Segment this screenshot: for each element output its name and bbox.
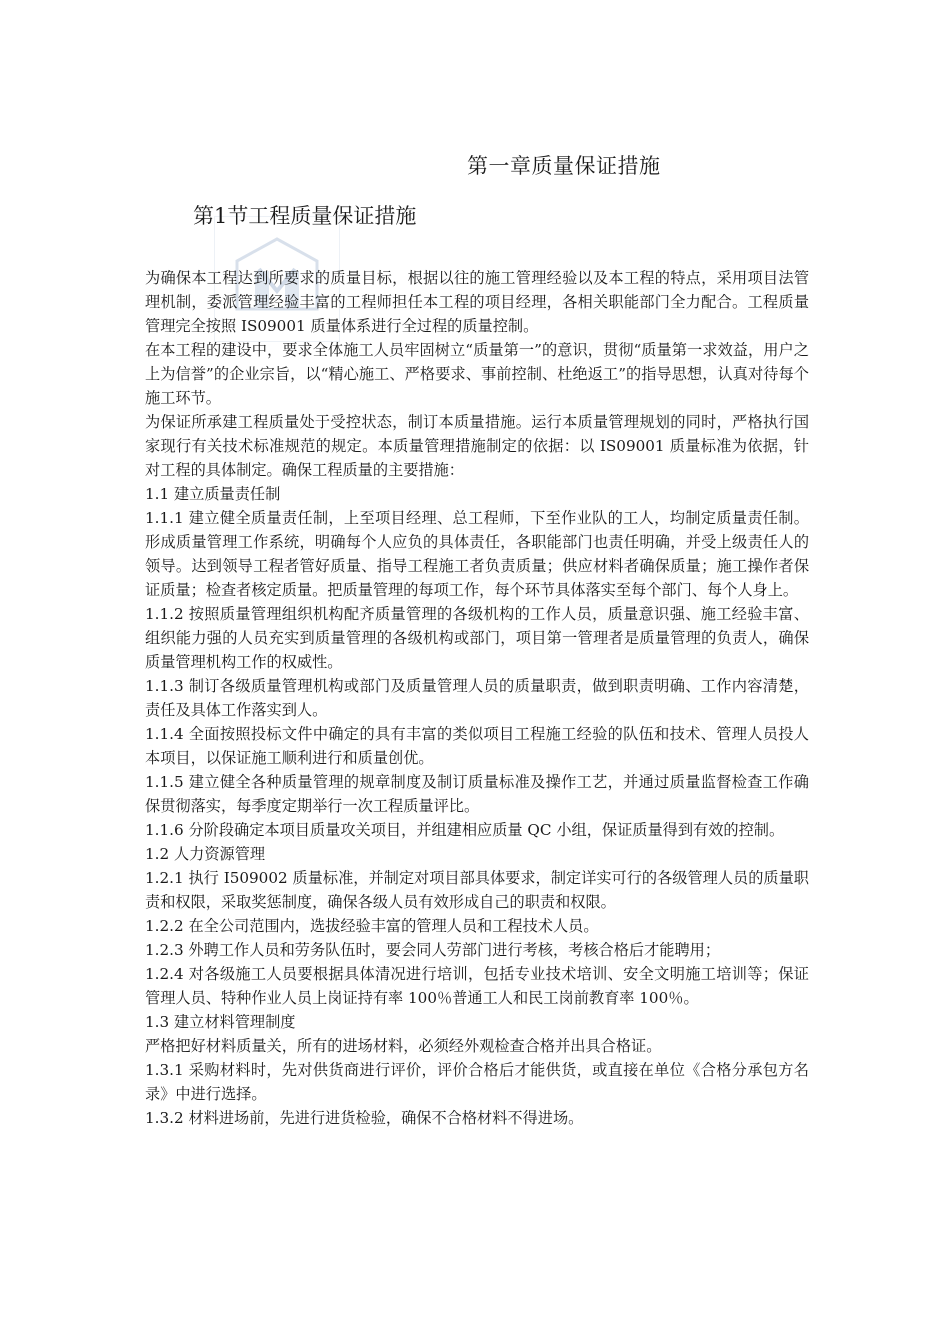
paragraph: 1.2.4 对各级施工人员要根据具体清况进行培训，包括专业技术培训、安全文明施工培训等；保证管理人员、特种作业人员上岗证持有率 100％普通工人和民工岗前教育率 100％。 xyxy=(145,965,809,1007)
paragraph: 1.1.6 分阶段确定本项目质量攻关项目，并组建相应质量 QC 小组，保证质量得到有效的控制。 xyxy=(145,821,785,839)
paragraph: 在本工程的建设中，要求全体施工人员牢固树立“质量第一”的意识，贯彻“质量第一求效益，用户之上为信誉”的企业宗旨，以“精心施工、严格要求、事前控制、杜绝返工”的指导思想，认真对待每个施工环节。 xyxy=(145,341,809,407)
paragraph: 为保证所承建工程质量处于受控状态，制订本质量措施。运行本质量管理规划的同时，严格执行国家现行有关技术标准规范的规定。本质量管理措施制定的依据：以 IS09001 质量标准为依据，针对工程的具体制定。确保工程质量的主要措施： xyxy=(145,413,809,479)
paragraph: 1.2.2 在全公司范围内，选拔经验丰富的管理人员和工程技术人员。 xyxy=(145,917,599,935)
paragraph: 1.1.1 建立健全质量责任制，上至项目经理、总工程师，下至作业队的工人，均制定质量责任制。形成质量管理工作系统，明确每个人应负的具体责任，各职能部门也责任明确，并受上级责任人的领导。达到领导工程者管好质量、指导工程施工者负责质量；供应材料者确保质量；施工操作者保证质量；检查者核定质量。把质量管理的每项工作，每个环节具体落实至每个部门、每个人身上。 xyxy=(145,509,809,599)
paragraph: 1.2.3 外聘工作人员和劳务队伍时，要会同人劳部门进行考核，考核合格后才能聘用； xyxy=(145,941,721,959)
subheading: 1.2 人力资源管理 xyxy=(145,845,266,863)
paragraph: 1.3.1 采购材料时，先对供货商进行评价，评价合格后才能供货，或直接在单位《合格分承包方名录》中进行选择。 xyxy=(145,1061,809,1103)
paragraph: 为确保本工程达到所要求的质量目标，根据以往的施工管理经验以及本工程的特点，采用项目法管理机制，委派管理经验丰富的工程师担任本工程的项目经理，各相关职能部门全力配合。工程质量管理完全按照 IS09001 质量体系进行全过程的质量控制。 xyxy=(145,269,809,335)
paragraph: 1.1.5 建立健全各种质量管理的规章制度及制订质量标准及操作工艺，并通过质量监督检查工作确保贯彻落实，每季度定期举行一次工程质量评比。 xyxy=(145,773,809,815)
paragraph: 1.2.1 执行 I509002 质量标准，并制定对项目部具体要求，制定详实可行的各级管理人员的质量职责和权限，采取奖惩制度，确保各级人员有效形成自己的职责和权限。 xyxy=(145,869,809,911)
paragraph: 1.1.3 制订各级质量管理机构或部门及质量管理人员的质量职责，做到职责明确、工作内容清楚，责任及具体工作落实到人。 xyxy=(145,677,809,719)
paragraph: 1.3.2 材料进场前，先进行进货检验，确保不合格材料不得进场。 xyxy=(145,1109,584,1127)
subheading: 1.1 建立质量责任制 xyxy=(145,485,281,503)
chapter-title: 第一章质量保证措施 xyxy=(467,154,661,178)
paragraph: 严格把好材料质量关，所有的进场材料，必须经外观检查合格并出具合格证。 xyxy=(145,1037,662,1055)
subheading: 1.3 建立材料管理制度 xyxy=(145,1013,296,1031)
document-body xyxy=(145,266,809,1130)
paragraph: 1.1.4 全面按照投标文件中确定的具有丰富的类似项目工程施工经验的队伍和技术、管理人员投人本项目，以保证施工顺利进行和质量创优。 xyxy=(145,725,809,767)
section-title: 第1节工程质量保证措施 xyxy=(193,204,417,228)
paragraph: 1.1.2 按照质量管理组织机构配齐质量管理的各级机构的工作人员，质量意识强、施工经验丰富、组织能力强的人员充实到质量管理的各级机构或部门，项目第一管理者是质量管理的负责人，确保质量管理机构工作的权威性。 xyxy=(145,605,809,671)
